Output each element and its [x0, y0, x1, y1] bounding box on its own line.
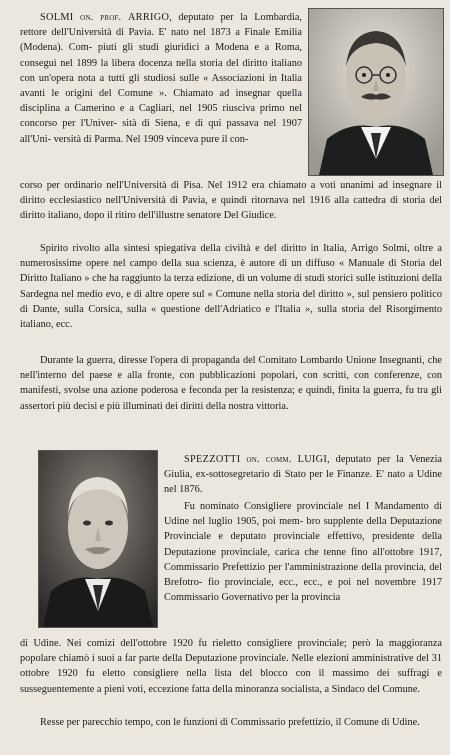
spezzotti-paragraph-2-bottom: di Udine. Nei comizi dell'ottobre 1920 fu rieletto consigliere provinciale; però la maggioranza popolare chiamò i suoi a far parte della Deputazione provinciale. Nelle elezioni amministrative del 31 ottobre 1920 fu eletto consigliere nella lista del blocco con il massimo dei suffragi e susseguentemente a pieni voti, eccezione fatta della minoranza socialista, a Sindaco del Comune.: [20, 638, 442, 695]
spezzotti-honorific: on. comm.: [246, 454, 292, 465]
solmi-line-9: quella disciplina a Camerino e a Cagliari, nel: [20, 88, 302, 115]
portrait-solmi-image: [309, 9, 443, 175]
spezzotti-line-2: per la Venezia Giulia, ex-sottosegretario di Stato: [164, 454, 443, 481]
portrait-spezzotti: [38, 450, 158, 628]
spezzotti-p2-line-6: all'ottobre 1917, Commissario Prefettizio per: [164, 546, 443, 573]
spezzotti-p2-line-4: deputato provinciale effettivo, presidente della: [230, 531, 442, 543]
solmi-paragraph-1-bottom: corso per ordinario nell'Università di Pisa. Nel 1912 era chiamato a voti unanimi ad insegnare il diritto ecclesiastico nell'Università di Pavia, e quindi ritornava nel 1916 alla cattedra di storia del diritto italiano, dopo il ritiro dell'illustre senatore Del Giudice.: [20, 180, 442, 222]
solmi-line-4: piuti gli studi giuridici a Modena e a Roma,: [97, 42, 303, 54]
solmi-paragraph-3: Durante la guerra, diresse l'opera di propaganda del Comitato Lombardo Unione Insegnanti, che nell'interno del paese e alla fronte, con pubblicazioni popolari, con scritti, con conferenze, con manifesti, svolse una azione poderosa e feconda per la resistenza; e quindi, finita la guerra, fu tra gli assertori più decisi e più illuminati dei diritti della nostra vittoria.: [20, 355, 442, 412]
bio-spezzotti: [0, 440, 450, 755]
solmi-line-3: nato nel 1873 a Finale Emilia (Modena). Com-: [20, 27, 302, 54]
spezzotti-paragraph-1: [164, 452, 442, 498]
solmi-line-2: Lombardia, rettore dell'Università di Pavia. E': [20, 12, 302, 39]
solmi-line-5: conseguì nel 1899 la libera docenza nella storia: [20, 57, 223, 69]
solmi-title-tail: , deputato per la: [169, 12, 248, 23]
spezzotti-title-tail: , deputato: [327, 454, 372, 465]
solmi-line-10: 1905 riusciva primo nel concorso per l'Univer-: [20, 103, 303, 130]
solmi-surname: SOLMI: [40, 12, 74, 23]
spezzotti-given-name: LUIGI: [297, 454, 328, 465]
portrait-solmi: [308, 8, 444, 176]
spezzotti-p2-line-1: Fu nominato Consigliere provinciale nel I: [184, 501, 370, 512]
spezzotti-p2-line-5: Deputazione provinciale, carica che tenne fino: [164, 546, 368, 558]
solmi-given-name: ARRIGO: [127, 12, 170, 23]
solmi-line-11: sità di Siena, e di qui passava nel 1907 all'Uni-: [20, 118, 303, 145]
solmi-honorific: on. prof.: [80, 12, 122, 23]
spezzotti-p2-line-2: Mandamento di Udine nel luglio 1905, poi mem-: [164, 501, 442, 528]
spezzotti-p2-line-9: 1917 Commissario Governativo per la provincia: [164, 577, 443, 604]
spezzotti-paragraph-3: Resse per parecchio tempo, con le funzioni di Commissario prefettizio, il Comune di Udine.: [40, 717, 420, 728]
spezzotti-p2-line-7: l'amministrazione della provincia, del Brefotro-: [164, 561, 442, 589]
spezzotti-p2-line-8: fio provinciale, ecc., ecc., e poi nel novembre: [207, 577, 416, 589]
solmi-line-8: origini del Comune ». Chiamato ad insegnar: [65, 88, 271, 100]
spezzotti-p2-line-3: bro supplente della Deputazione Provinciale e: [164, 516, 442, 543]
solmi-line-7: studiosi sulle « Associazioni in Italia avanti le: [20, 72, 302, 100]
portrait-spezzotti-image: [39, 451, 157, 627]
spezzotti-surname: SPEZZOTTI: [184, 454, 241, 465]
solmi-line-12: versità di Parma. Nel 1909 vinceva pure il con-: [53, 133, 249, 145]
solmi-paragraph-2: Spirito rivolto alla sintesi spiegativa della civiltà e del diritto in Italia, Arrigo Solmi, oltre a numerosissime opere nel campo della sua scienza, è autore di un diffuso « Manuale di Storia del Diritto Italiano » che ha raggiunto la terza edizione, di un volume di studi storici sulle istituzioni della Sardegna nel medio evo, e di altre opere sul « Comune nella storia del diritto », sul pensiero politico di Dante, sulla Corsica, sulla « questione dell'Adriatico e l'Italia », sulla storia del Risorgimento italiano, ecc.: [20, 243, 442, 331]
solmi-paragraph-1-top: [20, 10, 302, 147]
spezzotti-line-3: per le Finanze. E' nato a Udine nel 1876.: [164, 469, 442, 496]
spezzotti-paragraph-2-top: [164, 499, 442, 605]
solmi-line-6: del diritto italiano con un'opera nota a tutti gli: [20, 57, 303, 84]
